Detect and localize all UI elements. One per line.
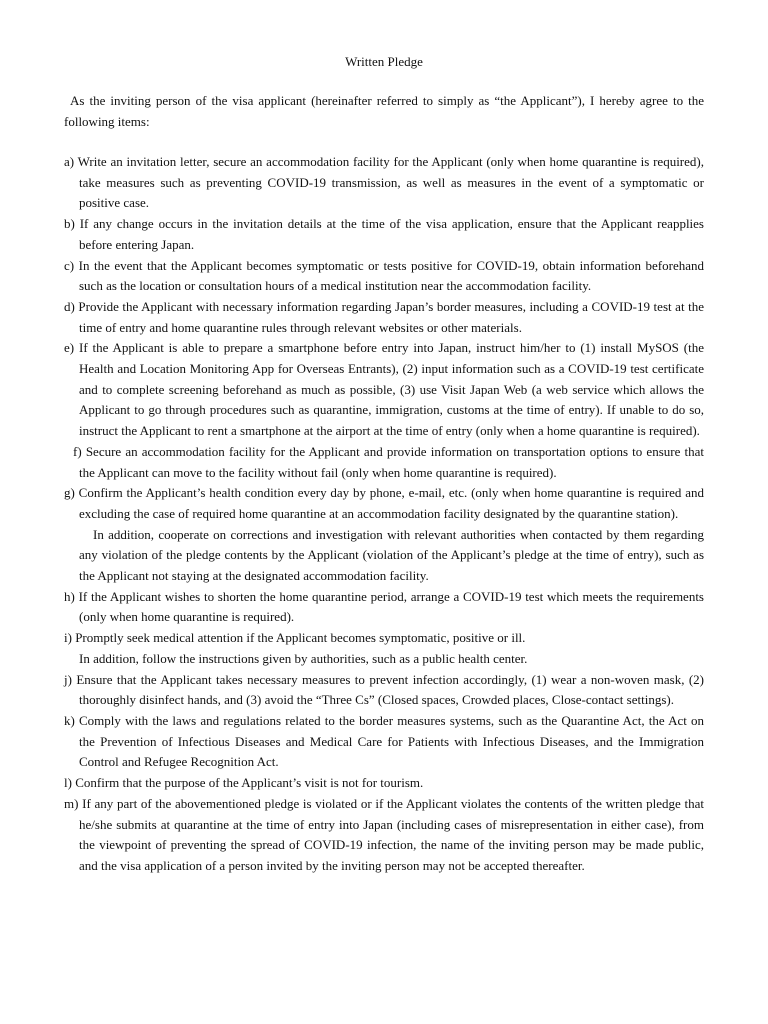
item-marker: a) xyxy=(64,154,75,169)
pledge-item-m xyxy=(64,794,704,877)
pledge-item-f xyxy=(64,442,704,483)
pledge-item-g xyxy=(64,483,704,524)
item-text: If the Applicant is able to prepare a smartphone before entry into Japan, instruct him/her to (1) install MySOS (the Health and Location Monitoring App for Overseas Entrants), (2) input information such as a COVID-19 test certificate and to complete screening beforehand as much as possible, (3) use Visit Japan Web (a web service which allows the Applicant to go through procedures such as quarantine, immigration, customs at the time of entry). If unable to do so, instruct the Applicant to rent a smartphone at the airport at the time of entry (only when a home quarantine is required). xyxy=(78,340,704,439)
item-text: Secure an accommodation facility for the Applicant and provide information on transportation options to ensure that the Applicant can move to the facility without fail (only when home quarantine is required). xyxy=(79,443,705,480)
item-marker: m) xyxy=(64,795,79,811)
pledge-item-b xyxy=(64,214,704,255)
item-text: If the Applicant wishes to shorten the home quarantine period, arrange a COVID-19 test which meets the requirements (only when home quarantine is required). xyxy=(78,588,704,625)
item-marker: d) xyxy=(64,298,75,314)
item-text: Confirm the Applicant’s health condition every day by phone, e-mail, etc. (only when home quarantine is required and excluding the case of required home quarantine at an accommodation facility designated by the quarantine station). xyxy=(78,485,704,521)
pledge-item-k xyxy=(64,711,704,773)
item-marker: j) xyxy=(64,671,72,687)
item-marker: k) xyxy=(64,712,75,728)
item-marker: f) xyxy=(73,443,82,459)
item-marker: l) xyxy=(64,775,72,791)
item-text: Provide the Applicant with necessary information regarding Japan’s border measures, including a COVID-19 test at the time of entry and home quarantine rules through relevant websites or other materials. xyxy=(78,298,704,335)
document-title: Written Pledge xyxy=(345,54,423,69)
pledge-item-e xyxy=(64,338,704,442)
pledge-item-d xyxy=(64,297,704,338)
item-text: Write an invitation letter, secure an accommodation facility for the Applicant (only when home quarantine is required), take measures such as preventing COVID-19 transmission, as well as measures in the event of a symptomatic or positive case. xyxy=(77,154,704,211)
item-text: Comply with the laws and regulations related to the border measures systems, such as the Quarantine Act, the Act on the Prevention of Infectious Diseases and Medical Care for Patients with Infectious Diseases, and the Immigration Control and Refugee Recognition Act. xyxy=(79,712,705,770)
pledge-item-i-addendum: In addition, follow the instructions given by authorities, such as a public health center. xyxy=(79,650,528,666)
item-marker: c) xyxy=(64,257,75,273)
item-marker: i) xyxy=(64,630,72,646)
pledge-item-h xyxy=(64,587,704,628)
pledge-item-j xyxy=(64,670,704,711)
pledge-item-g-addendum: In addition, cooperate on corrections and investigation with relevant authorities when contacted by them regarding any violation of the pledge contents by the Applicant (violation of the Applicant’s pledge at the time of entry), such as the Applicant not staying at the designated accommodation facility. xyxy=(79,526,704,584)
item-text: If any part of the abovementioned pledge is violated or if the Applicant violates the contents of the written pledge that he/she submits at quarantine at the time of entry into Japan (including cases of misrepresentation in either case), from the viewpoint of preventing the spread of COVID-19 infection, the name of the inviting person may be made public, and the visa application of a person invited by the inviting person may not be accepted thereafter. xyxy=(79,795,705,873)
item-marker: b) xyxy=(64,216,75,232)
pledge-item-l xyxy=(64,773,704,794)
item-marker: h) xyxy=(64,588,75,604)
pledge-item-i xyxy=(64,628,704,649)
item-text: Promptly seek medical attention if the Applicant becomes symptomatic, positive or ill. xyxy=(75,630,526,646)
pledge-item-a xyxy=(64,152,704,214)
pledge-item-c xyxy=(64,256,704,297)
intro-paragraph: As the inviting person of the visa applicant (hereinafter referred to simply as “the Applicant”), I hereby agree to the following items: xyxy=(64,93,704,129)
item-marker: e) xyxy=(64,340,75,356)
item-text: Confirm that the purpose of the Applicant’s visit is not for tourism. xyxy=(75,775,424,791)
item-text: Ensure that the Applicant takes necessary measures to prevent infection accordingly, (1) wear a non-woven mask, (2) thoroughly disinfect hands, and (3) avoid the “Three Cs” (Closed spaces, Crowded places, Close-contact settings). xyxy=(76,671,705,708)
item-text: In the event that the Applicant becomes symptomatic or tests positive for COVID-19, obtain information beforehand such as the location or consultation hours of a medical institution near the accommodation facility. xyxy=(78,257,704,294)
item-marker: g) xyxy=(64,485,75,501)
item-text: If any change occurs in the invitation details at the time of the visa application, ensure that the Applicant reapplies before entering Japan. xyxy=(79,216,704,252)
